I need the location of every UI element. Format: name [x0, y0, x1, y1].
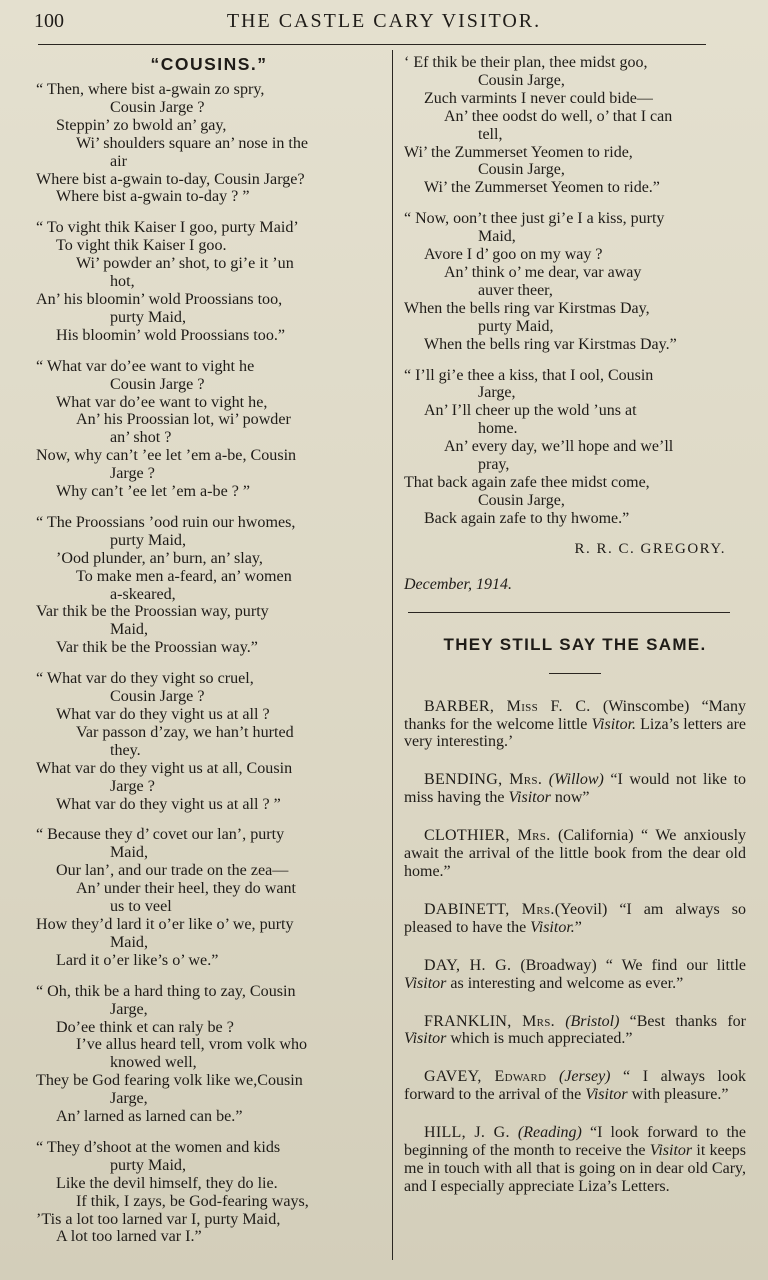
entry-place: (Willow)	[548, 771, 604, 789]
poem-line: To vight thik Kaiser I goo.	[56, 237, 227, 255]
poem-line: purty Maid,	[110, 531, 186, 549]
poem-line: Like the devil himself, they do lie.	[56, 1174, 278, 1192]
poem-line: Jarge,	[110, 1000, 148, 1018]
testimonial-entry	[404, 957, 746, 993]
testimonial-entry	[404, 901, 746, 937]
column-divider	[392, 50, 393, 1260]
poem-line: An’ every day, we’ll hope and we’ll	[444, 438, 674, 456]
entry-quote-end: ”	[574, 918, 582, 936]
poem-line: Where bist a-gwain to-day, Cousin Jarge?	[36, 170, 305, 188]
poem-line: Wi’ the Zummerset Yeomen to ride.”	[424, 179, 660, 197]
poem-line: “ What var do they vight so cruel,	[36, 670, 254, 688]
poem-line: Avore I d’ goo on my way ?	[424, 246, 603, 264]
entry-name: FRANKLIN, Mrs.	[424, 1012, 555, 1030]
poem-line: An’ his bloomin’ wold Proossians too,	[36, 290, 283, 308]
page-number: 100	[34, 10, 64, 32]
poem-line: auver theer,	[478, 281, 553, 299]
poem-line: “ I’ll gi’e thee a kiss, that I ool, Cousin	[404, 366, 654, 384]
poem-line: purty Maid,	[110, 308, 186, 326]
poem-line: knowed well,	[110, 1054, 197, 1072]
poem-line: Wi’ the Zummerset Yeomen to ride,	[404, 143, 633, 161]
page-header	[0, 8, 768, 36]
section-heading: THEY STILL SAY THE SAME.	[443, 634, 707, 654]
stanza	[404, 367, 746, 528]
poem-line: purty Maid,	[110, 1156, 186, 1174]
entry-name: BENDING, Mrs.	[424, 771, 543, 789]
poem-line: Wi’ shoulders square an’ nose in the	[76, 134, 309, 152]
poem-line: Cousin Jarge,	[478, 491, 565, 509]
entry-visitor: Visitor	[585, 1086, 628, 1104]
poem-line: Now, why can’t ’ee let ’em a-be, Cousin	[36, 447, 297, 465]
poem-line: Maid,	[110, 621, 148, 639]
poem-line: home.	[478, 420, 518, 438]
poem-line: us to veel	[110, 898, 172, 916]
poem-line: What var do they vight us at all ? ”	[56, 795, 281, 813]
poem-line: Var thik be the Proossian way, purty	[36, 603, 269, 621]
poem-line: air	[110, 152, 127, 170]
poem-line: Var passon d’zay, we han’t hurted	[76, 723, 294, 741]
stanza	[36, 983, 382, 1126]
poem-line: “ The Proossians ’ood ruin our hwomes,	[36, 513, 296, 531]
poem-line: Jarge ?	[110, 777, 155, 795]
poem-line: tell,	[478, 125, 503, 143]
poem-line: His bloomin’ wold Proossians too.”	[56, 326, 286, 344]
entry-quote: “I look forward to the beginning of the month to receive the	[404, 1124, 746, 1160]
poem-title: “COUSINS.”	[150, 54, 268, 74]
poem-line: Cousin Jarge,	[478, 71, 565, 89]
poem-line: That back again zafe thee midst come,	[404, 473, 650, 491]
entry-quote-end: as interesting and welcome as ever.”	[446, 974, 684, 992]
entry-quote: “Best thanks for	[619, 1012, 746, 1030]
poem-line: ’Ood plunder, an’ burn, an’ slay,	[56, 549, 263, 567]
poem-line: a-skeared,	[110, 585, 176, 603]
poem-line: An’ his Proossian lot, wi’ powder	[76, 411, 291, 429]
poem-date: December, 1914.	[404, 575, 512, 593]
header-rule	[38, 44, 706, 45]
heading-underline	[549, 673, 601, 674]
stanza	[36, 81, 382, 206]
poem-line: Wi’ powder an’ shot, to gi’e it ’un	[76, 255, 294, 273]
poem-line: Jarge,	[110, 1090, 148, 1108]
entry-place: (Broadway)	[520, 956, 597, 974]
testimonial-entry	[404, 827, 746, 881]
poem-line: To make men a-feard, an’ women	[76, 567, 292, 585]
running-title: THE CASTLE CARY VISITOR.	[226, 10, 542, 32]
poem-line: “ Now, oon’t thee just gi’e I a kiss, purty	[404, 210, 665, 228]
stanza	[404, 54, 746, 197]
poem-line: What var do they vight us at all ?	[56, 706, 270, 723]
poem-line: “ What var do’ee want to vight he	[36, 357, 255, 375]
poem-line: What var do they vight us at all, Cousin	[36, 759, 293, 777]
entry-quote: “ I always look forward to the arrival of the	[404, 1068, 747, 1104]
poem-line: “ They d’shoot at the women and kids	[36, 1138, 281, 1156]
testimonial-list	[404, 698, 746, 1196]
poem-line: Cousin Jarge ?	[110, 375, 205, 393]
poem-line: An’ I’ll cheer up the wold ’uns at	[424, 402, 637, 420]
stanza	[36, 826, 382, 969]
entry-name: GAVEY, Edward	[424, 1068, 547, 1086]
poem-line: Cousin Jarge,	[478, 161, 565, 179]
entry-quote: “Many thanks for the welcome little	[404, 697, 747, 733]
poem-line: How they’d lard it o’er like o’ we, purty	[36, 915, 294, 933]
testimonial-entry	[404, 1124, 746, 1196]
entry-place: (Winscombe)	[602, 697, 690, 715]
poem-line: Our lan’, and our trade on the zea—	[56, 862, 289, 880]
poem-line: “ Then, where bist a-gwain zo spry,	[36, 81, 265, 98]
entry-name: BARBER, Miss F. C.	[424, 697, 591, 715]
testimonial-entry	[404, 1013, 746, 1049]
stanza	[36, 670, 382, 813]
poem-line: Do’ee think et can raly be ?	[56, 1018, 234, 1036]
entry-quote: “I would not like to miss having the	[404, 771, 747, 807]
entry-name: CLOTHIER, Mrs.	[424, 827, 551, 845]
poem-line: hot,	[110, 273, 135, 291]
poem-line: An’ think o’ me dear, var away	[444, 263, 642, 281]
poem-line: ’Tis a lot too larned var I, purty Maid,	[36, 1210, 281, 1228]
poem-line: pray,	[478, 456, 510, 474]
poem-line: Maid,	[110, 933, 148, 951]
entry-quote: “ We find our little	[596, 956, 746, 974]
poem-line: Zuch varmints I never could bide—	[424, 89, 653, 107]
poem-line: Why can’t ’ee let ’em a-be ? ”	[56, 483, 251, 501]
entry-visitor: Visitor.	[530, 918, 575, 936]
poem-line: An’ under their heel, they do want	[76, 880, 297, 898]
entry-name: DABINETT, Mrs.	[424, 900, 555, 918]
poem-line: Cousin Jarge ?	[110, 98, 205, 116]
entry-quote-end: Liza’s letters are very interesting.’	[404, 715, 746, 751]
poem-line: “ To vight thik Kaiser I goo, purty Maid’	[36, 219, 299, 237]
poem-line: When the bells ring var Kirstmas Day.”	[424, 335, 677, 353]
entry-place: (Yeovil)	[554, 900, 608, 918]
poem-line: ‘ Ef thik be their plan, thee midst goo,	[404, 54, 648, 71]
poem-line: An’ thee oodst do well, o’ that I can	[444, 107, 673, 125]
entry-name: HILL, J. G.	[424, 1124, 510, 1142]
poem-line: “ Because they d’ covet our lan’, purty	[36, 826, 285, 844]
poem-line: Steppin’ zo bwold an’ gay,	[56, 116, 227, 134]
entry-visitor: Visitor	[404, 974, 447, 992]
poem-line: Back again zafe to thy hwome.”	[424, 509, 630, 527]
entry-quote-end: it keeps me in touch with all that is going on in dear old Cary, and I especially appreciate Liza’s Letters.	[404, 1142, 746, 1195]
entry-place: (California)	[558, 827, 634, 845]
entry-quote-end: now”	[550, 789, 590, 807]
entry-quote-end: which is much appreciated.”	[446, 1030, 633, 1048]
stanza	[36, 514, 382, 657]
poem-line: purty Maid,	[478, 317, 554, 335]
entry-visitor: Visitor.	[591, 715, 637, 733]
entry-name: DAY, H. G.	[424, 956, 512, 974]
entry-quote-end: with pleasure.”	[627, 1086, 729, 1104]
poem-line: They be God fearing volk like we,Cousin	[36, 1072, 303, 1090]
poem-line: I’ve allus heard tell, vrom volk who	[76, 1036, 308, 1054]
poem-line: “ Oh, thik be a hard thing to zay, Cousin	[36, 982, 296, 1000]
entry-place: (Bristol)	[565, 1012, 620, 1030]
entry-visitor: Visitor	[649, 1142, 693, 1160]
poem-line: Maid,	[110, 844, 148, 862]
entry-place: (Reading)	[517, 1124, 582, 1142]
testimonial-entry	[404, 771, 746, 807]
entry-place: (Jersey)	[558, 1068, 611, 1086]
poem-line: Maid,	[478, 228, 516, 246]
poem-line: What var do’ee want to vight he,	[56, 393, 268, 411]
testimonial-entry	[404, 1068, 746, 1104]
stanza	[36, 219, 382, 344]
section-rule	[408, 612, 730, 613]
poem-line: an’ shot ?	[110, 429, 172, 447]
poem-line: Cousin Jarge ?	[110, 688, 205, 706]
poem-line: If thik, I zays, be God-fearing ways,	[76, 1192, 309, 1210]
entry-visitor: Visitor	[508, 789, 551, 807]
poem-line: Lard it o’er like’s o’ we.”	[56, 951, 219, 969]
stanza	[36, 1139, 382, 1246]
poem-line: Var thik be the Proossian way.”	[56, 639, 258, 657]
poem-line: Jarge,	[478, 384, 516, 402]
entry-quote: “I am always so pleased to have the	[404, 900, 746, 936]
right-column	[404, 54, 746, 1216]
poem-author: R. R. C. GREGORY.	[574, 540, 726, 557]
poem-line: A lot too larned var I.”	[56, 1228, 202, 1246]
entry-quote: “ We anxiously await the arrival of the little book from the dear old home.”	[404, 827, 747, 880]
stanza	[404, 210, 746, 353]
stanza	[36, 358, 382, 501]
poem-line: When the bells ring var Kirstmas Day,	[404, 299, 650, 317]
entry-visitor: Visitor	[404, 1030, 447, 1048]
poem-line: they.	[110, 741, 141, 759]
poem-line: Where bist a-gwain to-day ? ”	[56, 188, 250, 206]
testimonial-entry	[404, 698, 746, 752]
left-column	[36, 52, 382, 1259]
poem-line: Jarge ?	[110, 465, 155, 483]
poem-line: An’ larned as larned can be.”	[56, 1108, 243, 1126]
